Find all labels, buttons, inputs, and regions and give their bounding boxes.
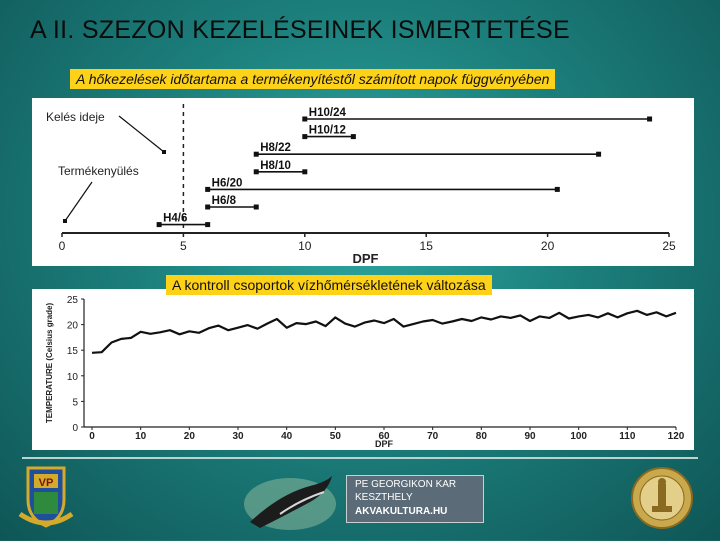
treatment-label: H10/24 — [308, 107, 346, 119]
treatment-label: H8/10 — [260, 159, 291, 172]
x-tick-label: 25 — [662, 239, 676, 253]
x-tick-label: 90 — [524, 431, 536, 442]
x-tick-label: 110 — [619, 431, 636, 442]
x-tick-label: 5 — [180, 239, 187, 253]
x-axis-label: DPF — [375, 439, 393, 449]
treatment-label: H6/8 — [211, 195, 236, 207]
temperature-panel — [32, 289, 694, 450]
x-tick-label: 30 — [232, 431, 244, 442]
fertilization-label: Termékenyülés — [58, 164, 139, 178]
treatment-end-point — [205, 222, 210, 227]
x-tick-label: 0 — [58, 239, 66, 253]
treatment-end-point — [647, 117, 652, 122]
treatment-start-point — [205, 205, 210, 210]
x-tick-label: 20 — [183, 431, 195, 442]
x-tick-label: 40 — [281, 431, 293, 442]
treatment-label: H10/12 — [308, 124, 346, 137]
y-axis-label: TEMPERATURE (Celsius grade) — [45, 302, 54, 424]
treatment-start-point — [205, 187, 210, 192]
y-tick-label: 0 — [72, 423, 78, 434]
hatch-pointer-dot — [162, 150, 166, 154]
x-tick-label: 15 — [419, 239, 433, 253]
x-tick-label: 100 — [570, 431, 588, 442]
temperature-series-line — [92, 311, 676, 353]
slide-title: A II. SZEZON KEZELÉSEINEK ISMERTETÉSE — [30, 16, 570, 44]
fish-logo — [240, 464, 340, 536]
x-tick-label: 70 — [427, 431, 439, 442]
fertilization-pointer-line — [65, 182, 92, 221]
timeline-chart — [32, 98, 694, 266]
temperature-chart — [32, 289, 694, 450]
crest-letters: VP — [38, 477, 54, 489]
timeline-caption: A hőkezelések időtartama a termékenyítéstől számított napok függvényében — [70, 69, 555, 89]
y-tick-label: 15 — [66, 346, 78, 358]
x-tick-label: 60 — [378, 431, 390, 442]
treatment-label: H8/22 — [260, 142, 291, 155]
treatment-start-point — [254, 169, 259, 174]
hatch-time-label: Kelés ideje — [46, 110, 105, 124]
treatment-end-point — [555, 187, 560, 192]
treatment-end-point — [351, 134, 356, 139]
y-tick-label: 10 — [66, 371, 78, 383]
brand-line-3: AKVAKULTURA.HU — [355, 506, 448, 517]
hatch-pointer-line — [119, 116, 164, 152]
treatment-start-point — [302, 117, 307, 122]
treatment-start-point — [254, 152, 259, 157]
brand-box — [346, 475, 484, 523]
treatment-end-point — [302, 169, 307, 174]
x-tick-label: 20 — [540, 239, 555, 253]
footer-divider — [22, 457, 698, 459]
treatment-label: H4/6 — [163, 212, 188, 225]
timeline-panel — [32, 98, 694, 266]
x-tick-label: 0 — [89, 431, 95, 442]
x-axis-label: DPF — [352, 251, 379, 266]
x-tick-label: 120 — [667, 431, 685, 442]
y-tick-label: 25 — [66, 295, 78, 306]
x-tick-label: 10 — [135, 431, 147, 442]
y-tick-label: 5 — [72, 397, 78, 409]
university-crest-logo — [16, 462, 76, 532]
y-tick-label: 20 — [66, 320, 78, 332]
fertilization-pointer-dot — [63, 219, 67, 223]
temperature-caption: A kontroll csoportok vízhőmérsékletének változása — [166, 275, 492, 295]
x-tick-label: 80 — [475, 431, 487, 442]
seal-logo — [630, 466, 694, 530]
x-tick-label: 50 — [329, 431, 341, 442]
brand-line-1: PE GEORGIKON KAR — [355, 479, 457, 490]
treatment-start-point — [302, 134, 307, 139]
x-tick-label: 10 — [298, 239, 312, 253]
treatment-end-point — [254, 205, 259, 210]
treatment-end-point — [596, 152, 601, 157]
treatment-label: H6/20 — [211, 177, 243, 190]
treatment-start-point — [157, 222, 162, 227]
brand-line-2: KESZTHELY — [355, 492, 413, 503]
